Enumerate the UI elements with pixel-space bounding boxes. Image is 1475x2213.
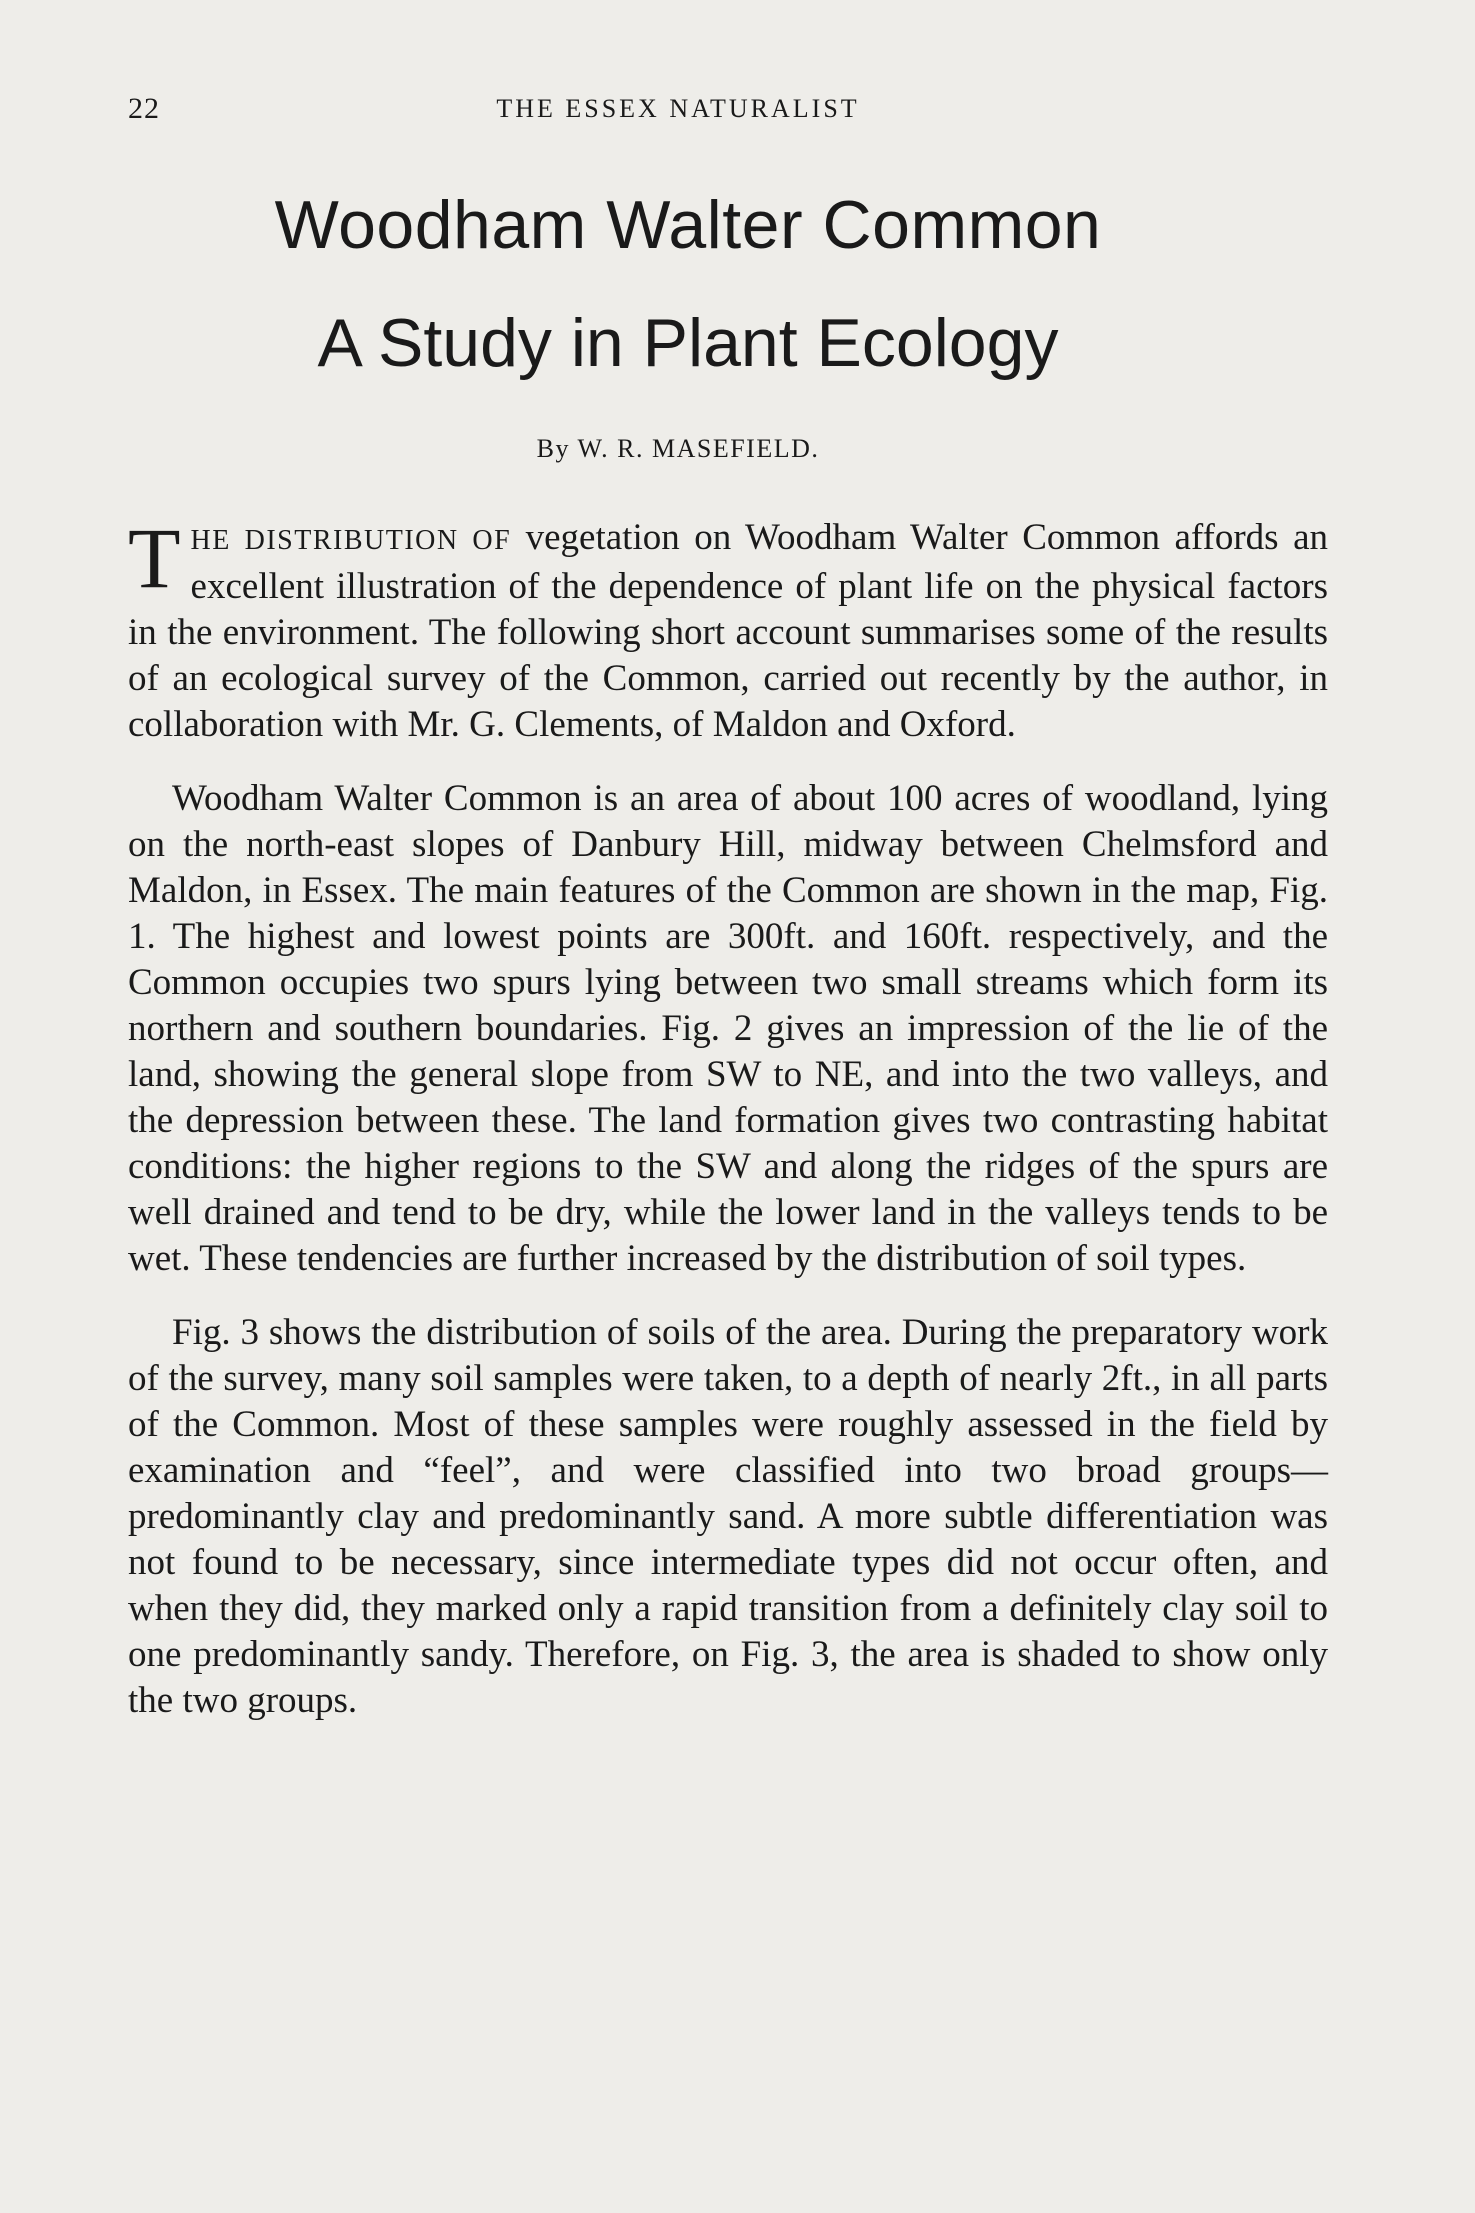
page-number: 22 xyxy=(128,92,160,125)
author-byline: By W. R. MASEFIELD. xyxy=(536,434,820,463)
article-title xyxy=(128,180,1328,388)
article-body xyxy=(128,510,1328,1752)
paragraph-1-text: vegetation on Woodham Walter Common affords an excellent illustration of the dependence of plant life on the physical factors in the environment. The following short account summarises some of the results of an ecological survey of the Common, carried out recently by the author, in collaboration with Mr. G. Clements, of Maldon and Oxford. xyxy=(128,517,1328,745)
title-line-1: Woodham Walter Common xyxy=(274,187,1102,263)
lead-small-caps: HE DISTRIBUTION OF xyxy=(190,525,512,556)
paragraph-1 xyxy=(128,510,1328,748)
title-line-2: A Study in Plant Ecology xyxy=(317,305,1059,381)
drop-cap: T xyxy=(128,510,181,606)
running-head xyxy=(128,92,1328,132)
paragraph-3: Fig. 3 shows the distribution of soils of the area. During the preparatory work of the survey, many soil samples were taken, to a depth of nearly 2ft., in all parts of the Common. Most of these samples were roughly assessed in the field by examination and “feel”, and were classified into two broad groups—predominantly clay and predominantly sand. A more subtle differentiation was not found to be necessary, since intermediate types did not occur often, and when they did, they marked only a rapid transition from a definitely clay soil to one predominantly sandy. Therefore, on Fig. 3, the area is shaded to show only the two groups. xyxy=(128,1312,1328,1721)
paragraph-2: Woodham Walter Common is an area of about 100 acres of woodland, lying on the north-east slopes of Danbury Hill, midway between Chelmsford and Maldon, in Essex. The main features of the Common are shown in the map, Fig. 1. The highest and lowest points are 300ft. and 160ft. respectively, and the Common occupies two spurs lying between two small streams which form its northern and southern boundaries. Fig. 2 gives an impression of the lie of the land, showing the general slope from SW to NE, and into the two valleys, and the depression between these. The land formation gives two contrasting habitat conditions: the higher regions to the SW and along the ridges of the spurs are well drained and tend to be dry, while the lower land in the valleys tends to be wet. These tendencies are further increased by the distribution of soil types. xyxy=(128,778,1328,1279)
journal-title: THE ESSEX NATURALIST xyxy=(496,94,860,123)
